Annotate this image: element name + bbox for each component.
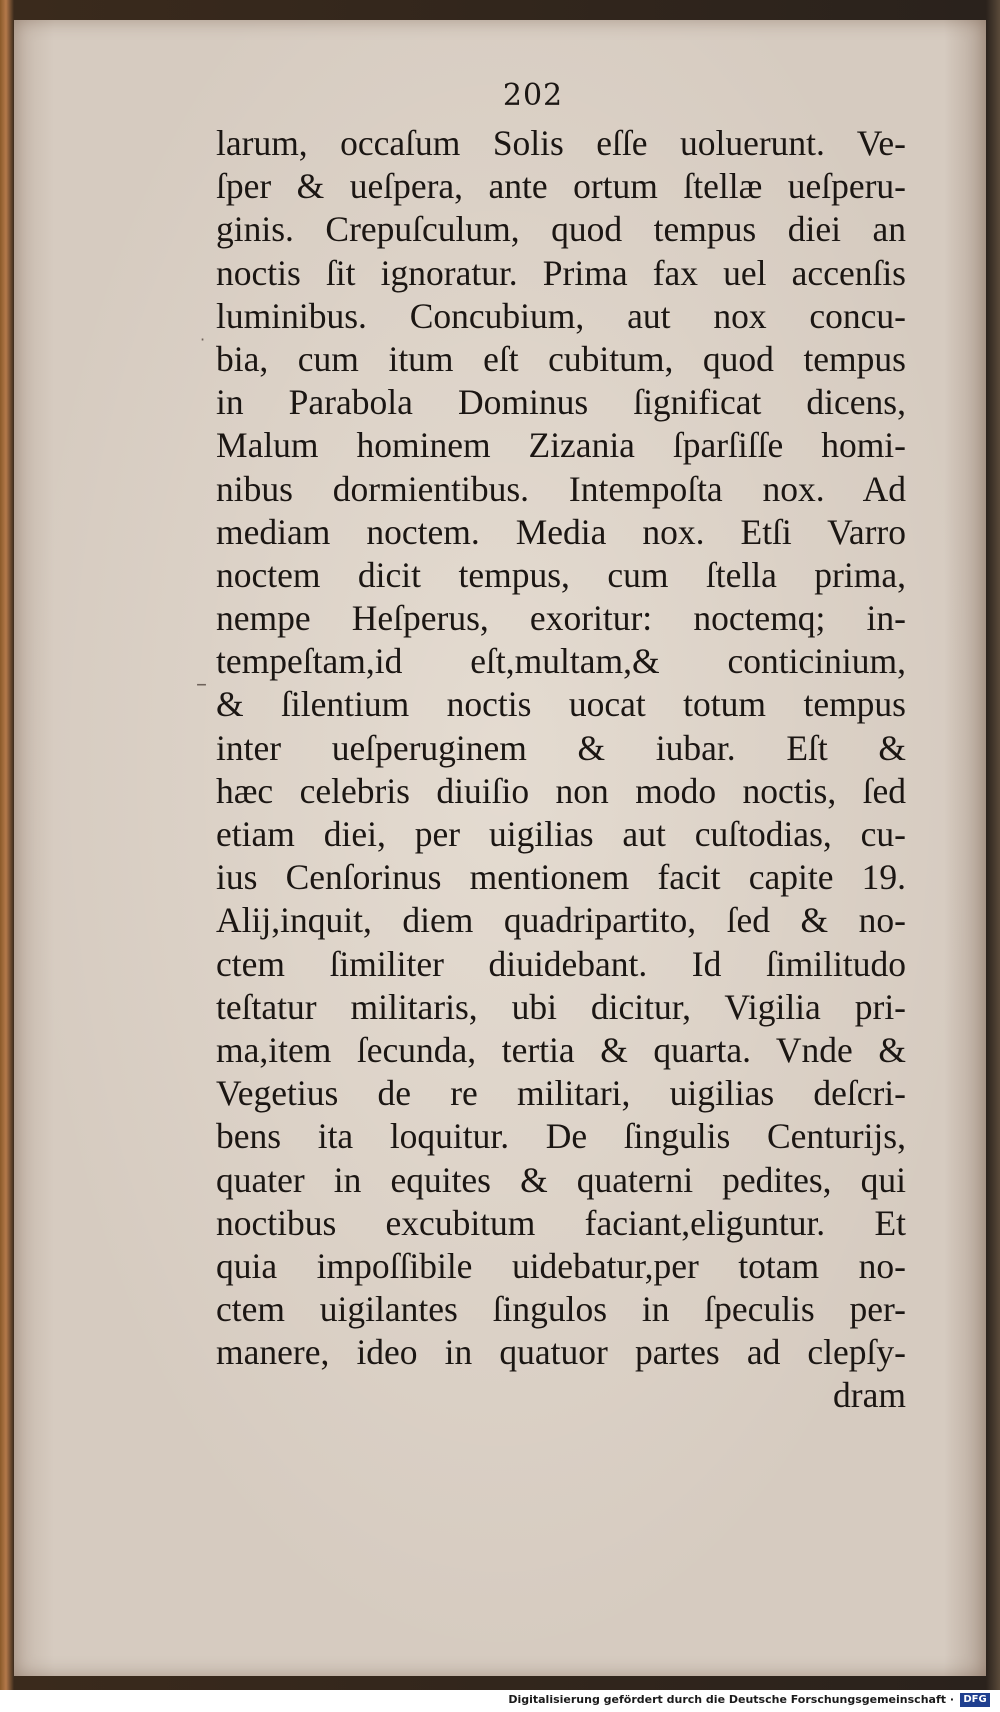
text-line: nempe Heſperus, exoritur: noctemq; in- [216, 598, 906, 639]
text-line: quater in equites & quaterni pedites, qui [216, 1159, 906, 1200]
text-line: bia, cum itum eſt cubitum, quod tempus [216, 338, 906, 379]
text-line: inter ueſperuginem & iubar. Eſt & [216, 727, 906, 768]
text-line: noctem dicit tempus, cum ſtella prima, [216, 554, 906, 595]
text-line: luminibus. Concubium, aut nox concu- [216, 295, 906, 336]
text-line: & ſilentium noctis uocat totum tempus [216, 684, 906, 725]
text-line: mediam noctem. Media nox. Etſi Varro [216, 511, 906, 552]
funding-credit: Digitalisierung gefördert durch die Deutsche Forschungsgemeinschaft · [508, 1693, 954, 1706]
text-line: in Parabola Dominus ſignificat dicens, [216, 382, 906, 423]
text-line: quia impoſſibile uidebatur,per totam no- [216, 1245, 906, 1286]
text-line: etiam diei, per uigilias aut cuſtodias, cu- [216, 814, 906, 854]
text-line: larum, occaſum Solis eſſe uoluerunt. Ve- [216, 123, 906, 163]
text-line: noctibus excubitum faciant,eliguntur. Et [216, 1202, 906, 1243]
catchword: dram [833, 1375, 906, 1416]
text-line: teſtatur militaris, ubi dicitur, Vigilia pri- [216, 986, 906, 1027]
text-line: Malum hominem Zizania ſparſiſſe homi- [216, 425, 906, 466]
text-line: manere, ideo in quatuor partes ad clepſy- [216, 1332, 906, 1373]
text-line: tempeſtam,id eſt,multam,& conticinium, [216, 641, 906, 682]
page-number: 202 [502, 78, 564, 113]
text-line: noctis ſit ignoratur. Prima fax uel accenſis [216, 252, 906, 293]
margin-dot-mark: · [200, 330, 206, 349]
margin-dash-mark: – [196, 672, 207, 697]
dfg-logo: DFG [960, 1693, 990, 1707]
footer-bar [0, 1690, 1000, 1712]
text-line: hæc celebris diuiſio non modo noctis, ſed [216, 770, 906, 811]
text-line: ctem ſimiliter diuidebant. Id ſimilitudo [216, 943, 906, 984]
text-line: ma,item ſecunda, tertia & quarta. Vnde & [216, 1029, 906, 1070]
text-line: ginis. Crepuſculum, quod tempus diei an [216, 209, 906, 250]
text-line: ius Cenſorinus mentionem facit capite 19. [216, 857, 906, 898]
text-line: ſper & ueſpera, ante ortum ſtellæ ueſperu- [216, 166, 906, 207]
text-line: nibus dormientibus. Intempoſta nox. Ad [216, 468, 906, 509]
body-text [216, 122, 906, 1418]
text-line: Vegetius de re militari, uigilias deſcri- [216, 1073, 906, 1114]
text-line: ctem uigilantes ſingulos in ſpeculis per- [216, 1289, 906, 1330]
text-line: bens ita loquitur. De ſingulis Centurijs, [216, 1116, 906, 1157]
text-line: Alij,inquit, diem quadripartito, ſed & no- [216, 900, 906, 941]
